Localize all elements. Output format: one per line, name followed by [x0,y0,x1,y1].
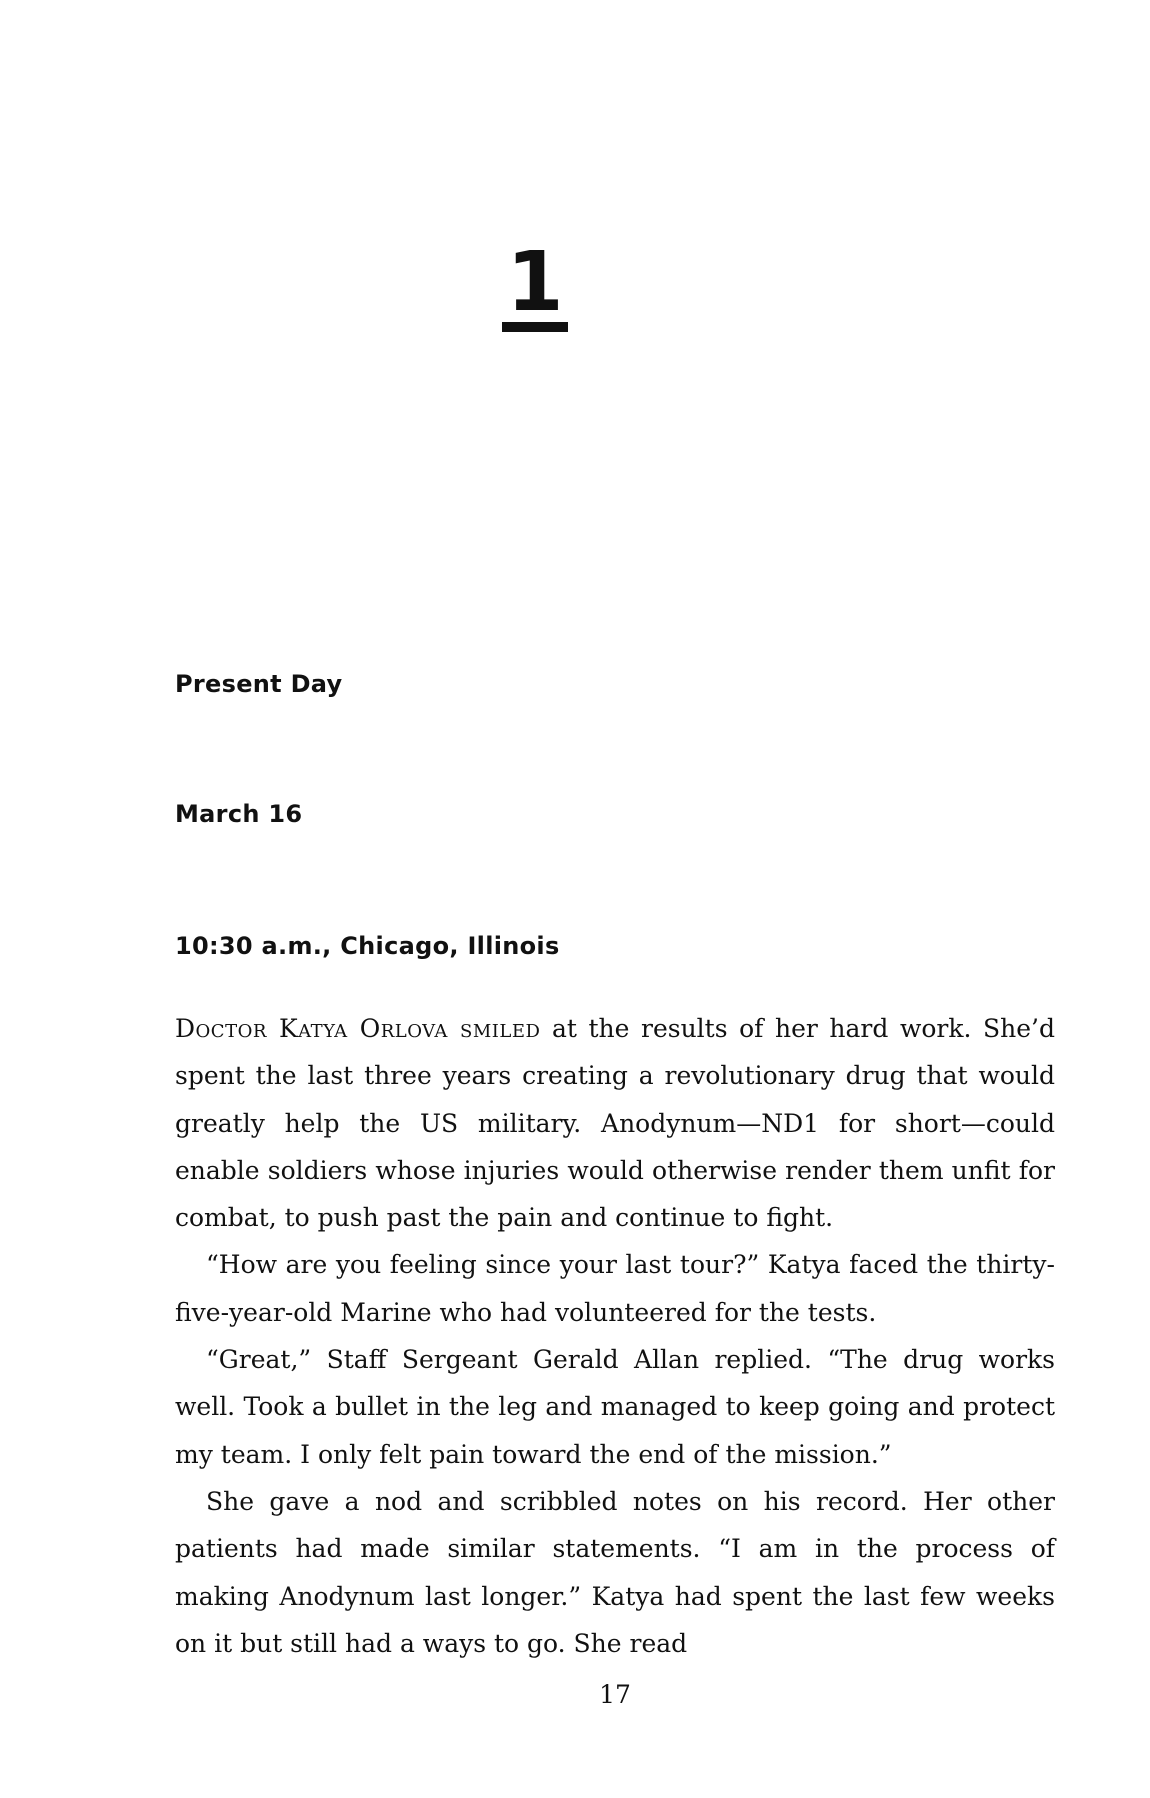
time-place-heading: 10:30 a.m., Chicago, Illinois [175,932,560,960]
paragraph-4: She gave a nod and scribbled notes on his record. Her other patients had made similar statements. “I am in the process of making Anodynum last longer.” Katya had spent the last few weeks on it but still had a ways to go. She read [175,1486,1055,1658]
date-heading: March 16 [175,800,303,828]
paragraph-1 [175,1005,1055,1241]
chapter-number-text: 1 [502,244,567,332]
paragraph-2: “How are you feeling since your last tour?” Katya faced the thirty-five-year-old Marine who had volunteered for the tests. [175,1250,1055,1327]
paragraph-3: “Great,” Staff Sergeant Gerald Allan replied. “The drug works well. Took a bullet in the leg and managed to keep going and protect my team. I only felt pain toward the end of the mission.” [175,1345,1055,1469]
page-number: 17 [599,1680,631,1709]
paragraph-lead-smallcaps: Doctor Katya Orlova smiled [175,1014,541,1043]
chapter-number [0,235,1070,332]
body-text [175,1005,1055,1667]
era-heading: Present Day [175,670,343,698]
paragraph-1-text: at the results of her hard work. She’d spent the last three years creating a revolutionary drug that would greatly help the US military. Anodynum—ND1 for short—could enable soldiers whose injuries would otherwise render them unfit for combat, to push past the pain and continue to fight. [175,1014,1055,1233]
